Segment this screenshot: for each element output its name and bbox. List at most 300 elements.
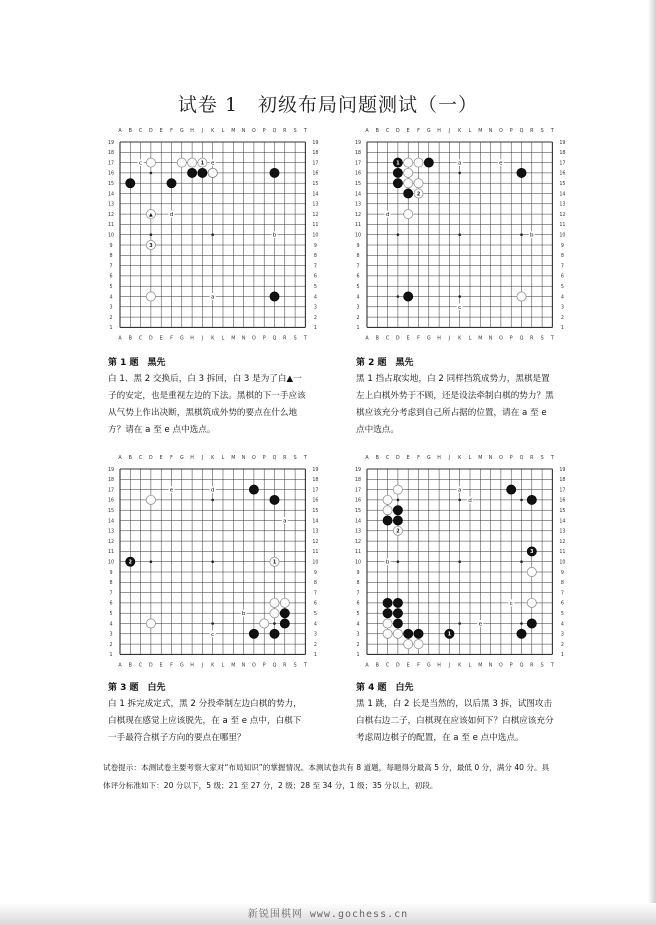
column-label: S	[540, 456, 544, 461]
row-label: 8	[560, 254, 564, 260]
stone-number: 2	[396, 529, 400, 535]
row-label: 10	[354, 560, 362, 566]
column-label: B	[128, 663, 132, 669]
column-label: S	[540, 663, 544, 669]
row-label: 9	[313, 570, 317, 576]
black-stone	[393, 598, 402, 607]
row-label: 3	[560, 632, 564, 638]
stone-number: 1	[447, 632, 452, 638]
stone-highlight	[519, 294, 522, 297]
row-label: 14	[107, 519, 115, 525]
star-point	[150, 560, 153, 563]
row-label: 11	[354, 550, 362, 556]
column-label: P	[509, 456, 513, 461]
stone-highlight	[179, 160, 182, 163]
row-label: 15	[354, 182, 362, 187]
row-label: 14	[312, 192, 319, 198]
row-label: 4	[109, 622, 113, 628]
column-label: Q	[272, 663, 277, 669]
black-stone	[188, 168, 197, 177]
star-point	[458, 560, 461, 563]
column-label: F	[170, 336, 173, 342]
row-label: 14	[107, 192, 115, 198]
column-label: C	[385, 456, 390, 461]
stone-highlight	[148, 160, 151, 163]
row-label: 18	[354, 478, 362, 484]
black-stone	[393, 609, 402, 618]
row-label: 8	[109, 254, 113, 260]
row-label: 3	[356, 305, 360, 311]
row-label: 6	[109, 601, 113, 607]
row-label: 16	[312, 171, 319, 177]
column-label: S	[540, 129, 544, 134]
column-label: B	[128, 456, 132, 461]
column-label: M	[231, 663, 236, 669]
column-label: T	[550, 663, 554, 669]
stone-highlight	[405, 170, 408, 173]
white-stone	[270, 609, 279, 618]
row-label: 6	[356, 601, 360, 607]
row-label: 17	[354, 488, 362, 494]
black-stone	[393, 506, 402, 515]
black-stone	[517, 168, 526, 177]
row-label: 16	[354, 171, 362, 177]
column-label: L	[468, 663, 472, 669]
row-label: 7	[313, 264, 317, 270]
row-label: 6	[560, 601, 564, 607]
column-label: O	[252, 663, 256, 669]
black-stone	[280, 619, 289, 628]
row-label: 1	[109, 326, 113, 332]
row-label: 12	[559, 539, 566, 545]
black-stone	[414, 629, 423, 638]
black-stone	[249, 629, 258, 638]
black-stone	[126, 179, 135, 188]
row-label: 18	[312, 478, 319, 484]
column-label: S	[293, 336, 297, 342]
row-label: 14	[354, 519, 362, 525]
row-label: 15	[559, 182, 566, 187]
row-label: 5	[560, 285, 564, 290]
stone-highlight	[405, 641, 408, 644]
stone-highlight	[282, 600, 285, 603]
column-label: R	[530, 456, 534, 461]
stone-highlight	[385, 621, 388, 624]
row-label: 6	[313, 601, 317, 607]
white-stone	[404, 158, 413, 167]
column-label: D	[396, 129, 400, 134]
row-label: 12	[312, 212, 319, 218]
column-label: P	[509, 129, 513, 134]
column-label: S	[540, 336, 544, 342]
problem-1-heading: 第 1 题 黑先	[108, 358, 166, 368]
stone-number: 3	[530, 550, 534, 556]
column-label: A	[365, 336, 369, 342]
go-board-problem-3	[106, 451, 319, 669]
row-label: 2	[356, 315, 360, 321]
row-label: 11	[354, 223, 362, 229]
star-point	[458, 499, 461, 502]
white-stone	[146, 619, 155, 628]
problem-3-text: 白 1 拆完成定式，黑 2 分投牵制左边白棋的势力，白棋现在感觉上应该脱先，在 a 至 e 点中，白棋下一手最符合棋子方向的要点在哪里？	[108, 699, 302, 743]
row-label: 15	[312, 182, 319, 187]
row-label: 15	[312, 509, 319, 514]
column-label: T	[550, 336, 554, 342]
row-label: 1	[109, 653, 113, 659]
column-label: K	[458, 456, 462, 461]
row-label: 5	[313, 612, 317, 617]
column-label: S	[293, 663, 297, 669]
black-stone	[404, 189, 413, 198]
column-label: G	[426, 663, 431, 669]
stone-number: 3	[149, 243, 153, 249]
column-label: Q	[272, 456, 277, 461]
white-stone	[280, 598, 289, 607]
black-stone	[393, 619, 402, 628]
white-stone	[146, 292, 155, 301]
row-label: 9	[560, 570, 564, 576]
column-label: M	[478, 663, 483, 669]
column-label: P	[262, 663, 266, 669]
column-label: A	[365, 663, 369, 669]
point-mark-d: d	[385, 212, 390, 219]
column-label: D	[149, 129, 153, 134]
row-label: 17	[107, 488, 115, 494]
star-point	[150, 172, 153, 175]
column-label: Q	[519, 663, 524, 669]
column-label: J	[201, 456, 204, 461]
row-label: 16	[559, 498, 566, 504]
column-label: K	[211, 663, 215, 669]
row-label: 17	[312, 488, 319, 494]
row-label: 5	[356, 612, 360, 617]
star-point	[520, 622, 523, 625]
black-stone	[270, 292, 279, 301]
column-label: A	[118, 129, 122, 134]
white-stone	[383, 495, 392, 504]
stone-highlight	[189, 160, 192, 163]
row-label: 12	[107, 539, 115, 545]
star-point	[520, 233, 523, 236]
black-stone	[393, 168, 402, 177]
row-label: 1	[560, 653, 564, 659]
row-label: 6	[356, 274, 360, 280]
row-label: 18	[354, 151, 362, 157]
black-stone	[270, 168, 279, 177]
column-label: C	[385, 336, 390, 342]
column-label: J	[201, 663, 204, 669]
column-label: H	[190, 663, 194, 669]
point-mark-b: b	[530, 232, 534, 239]
column-label: O	[252, 456, 256, 461]
point-mark-a: a	[283, 518, 287, 525]
column-label: A	[365, 129, 369, 134]
star-point	[458, 295, 461, 298]
column-label: P	[262, 456, 266, 461]
go-board-problem-2	[353, 124, 566, 342]
stone-highlight	[272, 610, 275, 613]
stone-number: 1	[396, 161, 400, 167]
column-label: E	[159, 336, 163, 342]
row-label: 3	[356, 632, 360, 638]
white-stone	[208, 168, 217, 177]
point-mark-a: a	[457, 487, 462, 494]
column-label: S	[293, 129, 297, 134]
white-stone	[404, 640, 413, 649]
column-label: K	[211, 129, 215, 134]
column-label: P	[509, 336, 513, 342]
row-label: 3	[313, 305, 317, 311]
column-label: N	[488, 663, 493, 669]
go-board-svg	[106, 451, 319, 669]
row-label: 16	[107, 498, 115, 504]
point-mark-a: a	[210, 294, 215, 301]
column-label: H	[437, 663, 441, 669]
black-stone	[167, 179, 176, 188]
row-label: 2	[109, 642, 113, 648]
column-label: T	[550, 456, 554, 461]
go-board-svg	[353, 451, 566, 669]
row-label: 11	[107, 550, 115, 556]
point-mark-a: a	[457, 160, 462, 167]
problem-2-heading: 第 2 题 黑先	[356, 358, 414, 368]
black-stone	[280, 609, 289, 618]
white-stone	[188, 158, 197, 167]
column-label: G	[426, 336, 431, 342]
row-label: 7	[356, 264, 360, 270]
problem-4-text: 黑 1 跳，白 2 长是当然的，以后黑 3 拆，试图攻击白棋右边二子，白棋现在应该如何下？白棋应该充分考虑周边棋子的配置，在 a 至 e 点中选点。	[356, 699, 554, 743]
row-label: 4	[109, 295, 113, 301]
row-label: 13	[354, 202, 362, 208]
column-label: H	[437, 456, 441, 461]
column-label: N	[488, 129, 493, 134]
row-label: 10	[559, 233, 566, 239]
column-label: L	[221, 336, 225, 342]
stone-highlight	[395, 487, 398, 490]
column-label: T	[303, 663, 307, 669]
row-label: 14	[354, 192, 362, 198]
row-label: 8	[560, 581, 564, 587]
column-label: J	[201, 129, 204, 134]
column-label: J	[448, 129, 451, 134]
black-stone	[404, 629, 413, 638]
row-label: 2	[313, 642, 317, 648]
row-label: 17	[312, 161, 319, 167]
row-label: 8	[313, 581, 317, 587]
column-label: G	[426, 456, 431, 461]
row-label: 14	[559, 519, 566, 525]
column-label: D	[396, 336, 400, 342]
star-point	[397, 233, 400, 236]
column-label: O	[499, 129, 503, 134]
row-label: 12	[107, 212, 115, 218]
star-point	[150, 233, 153, 236]
row-label: 19	[559, 467, 566, 473]
row-label: 18	[312, 151, 319, 157]
row-label: 7	[109, 591, 113, 597]
star-point	[458, 622, 461, 625]
column-label: P	[262, 129, 266, 134]
stone-highlight	[529, 600, 532, 603]
stone-highlight	[405, 160, 408, 163]
row-label: 18	[107, 478, 115, 484]
white-stone	[393, 629, 402, 638]
row-label: 19	[107, 467, 115, 473]
row-label: 6	[109, 274, 113, 280]
column-label: F	[170, 456, 173, 461]
column-label: L	[221, 663, 225, 669]
column-label: B	[128, 336, 132, 342]
column-label: F	[417, 336, 420, 342]
stone-number: 1	[272, 560, 277, 566]
column-label: N	[241, 663, 246, 669]
stone-highlight	[385, 507, 388, 510]
row-label: 14	[312, 519, 319, 525]
column-label: D	[396, 663, 400, 669]
white-stone	[146, 158, 155, 167]
column-label: B	[128, 129, 132, 134]
stone-highlight	[210, 170, 213, 173]
white-stone	[517, 292, 526, 301]
column-label: O	[499, 663, 503, 669]
column-label: F	[417, 456, 420, 461]
column-label: N	[241, 336, 246, 342]
row-label: 16	[107, 171, 115, 177]
row-label: 11	[559, 550, 566, 556]
stone-number: 2	[128, 560, 132, 566]
stone-highlight	[148, 621, 151, 624]
test-notes: 试卷提示：本测试卷主要考察大家对“布局知识”的掌握情况。本测试卷共有 8 道题，每题得分最高 5 分，最低 0 分，满分 40 分。具体评分标准如下：20 分以下，5 级；21 至 27 分，2 级；28 至 34 分，1 级；35 分以上，初段。	[103, 763, 550, 790]
column-label: R	[283, 129, 287, 134]
row-label: 8	[356, 254, 360, 260]
row-label: 9	[109, 570, 113, 576]
column-label: Q	[519, 456, 524, 461]
point-mark-e: e	[478, 621, 483, 628]
point-mark-c: c	[211, 631, 215, 638]
point-mark-d: d	[210, 487, 215, 494]
row-label: 16	[312, 498, 319, 504]
point-mark-b: b	[241, 611, 246, 618]
go-board-problem-4	[353, 451, 566, 669]
go-board-problem-1	[106, 124, 319, 342]
column-label: C	[138, 456, 143, 461]
column-label: O	[252, 336, 256, 342]
column-label: L	[221, 456, 225, 461]
column-label: L	[468, 129, 472, 134]
point-mark-c: c	[139, 160, 143, 167]
row-label: 11	[312, 550, 319, 556]
stone-highlight	[405, 180, 408, 183]
star-point	[397, 295, 400, 298]
row-label: 11	[559, 223, 566, 229]
column-label: H	[437, 336, 441, 342]
point-mark-e: e	[499, 160, 503, 167]
column-label: M	[478, 129, 483, 134]
column-label: G	[179, 663, 184, 669]
column-label: K	[211, 456, 215, 461]
row-label: 17	[354, 161, 362, 167]
column-label: J	[448, 456, 451, 461]
column-label: G	[179, 336, 184, 342]
column-label: E	[159, 663, 163, 669]
row-label: 10	[354, 233, 362, 239]
row-label: 7	[109, 264, 113, 270]
point-mark-d: d	[169, 212, 174, 219]
column-label: N	[488, 456, 493, 461]
column-label: Q	[519, 129, 524, 134]
row-label: 9	[356, 243, 360, 249]
stone-highlight	[405, 211, 408, 214]
row-label: 8	[356, 581, 360, 587]
row-label: 9	[109, 243, 113, 249]
star-point	[397, 560, 400, 563]
column-label: O	[499, 336, 503, 342]
column-label: B	[375, 336, 379, 342]
row-label: 10	[312, 233, 319, 239]
row-label: 12	[312, 539, 319, 545]
point-mark-c: c	[458, 304, 462, 311]
row-label: 13	[312, 529, 319, 535]
point-mark-e: e	[210, 160, 215, 167]
white-stone	[527, 567, 536, 576]
star-point	[211, 622, 214, 625]
column-label: J	[448, 663, 451, 669]
row-label: 7	[560, 264, 564, 270]
black-stone	[424, 158, 433, 167]
go-board-svg	[353, 124, 566, 342]
column-label: T	[303, 336, 307, 342]
white-stone	[414, 158, 423, 167]
black-stone	[249, 485, 258, 494]
column-label: T	[303, 456, 307, 461]
row-label: 4	[560, 295, 564, 301]
column-label: B	[375, 129, 379, 134]
stone-highlight	[416, 641, 419, 644]
row-label: 16	[559, 171, 566, 177]
black-stone	[383, 516, 392, 525]
row-label: 18	[107, 151, 115, 157]
white-stone	[414, 640, 423, 649]
white-stone	[146, 495, 155, 504]
row-label: 15	[107, 509, 115, 514]
stone-highlight	[385, 631, 388, 634]
problem-4-heading: 第 4 题 白先	[356, 683, 414, 693]
go-board-svg	[106, 124, 319, 342]
white-stone	[414, 179, 423, 188]
row-label: 15	[354, 509, 362, 514]
row-label: 4	[313, 295, 317, 301]
row-label: 13	[107, 202, 115, 208]
row-label: 4	[313, 622, 317, 628]
column-label: A	[118, 456, 122, 461]
column-label: H	[190, 129, 194, 134]
column-label: E	[406, 129, 410, 134]
row-label: 18	[559, 151, 566, 157]
column-label: O	[252, 129, 256, 134]
column-label: N	[241, 129, 246, 134]
column-label: E	[406, 456, 410, 461]
row-label: 13	[312, 202, 319, 208]
row-label: 10	[312, 560, 319, 566]
column-label: C	[138, 663, 143, 669]
row-label: 6	[313, 274, 317, 280]
problem-1-text: 白 1、黑 2 交换后，白 3 拆回，白 3 是为了白▲一子的安定，也是重视左边的下法。黑棋的下一手应该从气势上作出决断，黑棋筑成外势的要点在什么地方？请在 a 至 e 点中选点。	[108, 374, 306, 435]
column-label: F	[417, 663, 420, 669]
white-stone	[383, 629, 392, 638]
black-stone	[198, 168, 207, 177]
column-label: F	[170, 663, 173, 669]
star-point	[211, 560, 214, 563]
